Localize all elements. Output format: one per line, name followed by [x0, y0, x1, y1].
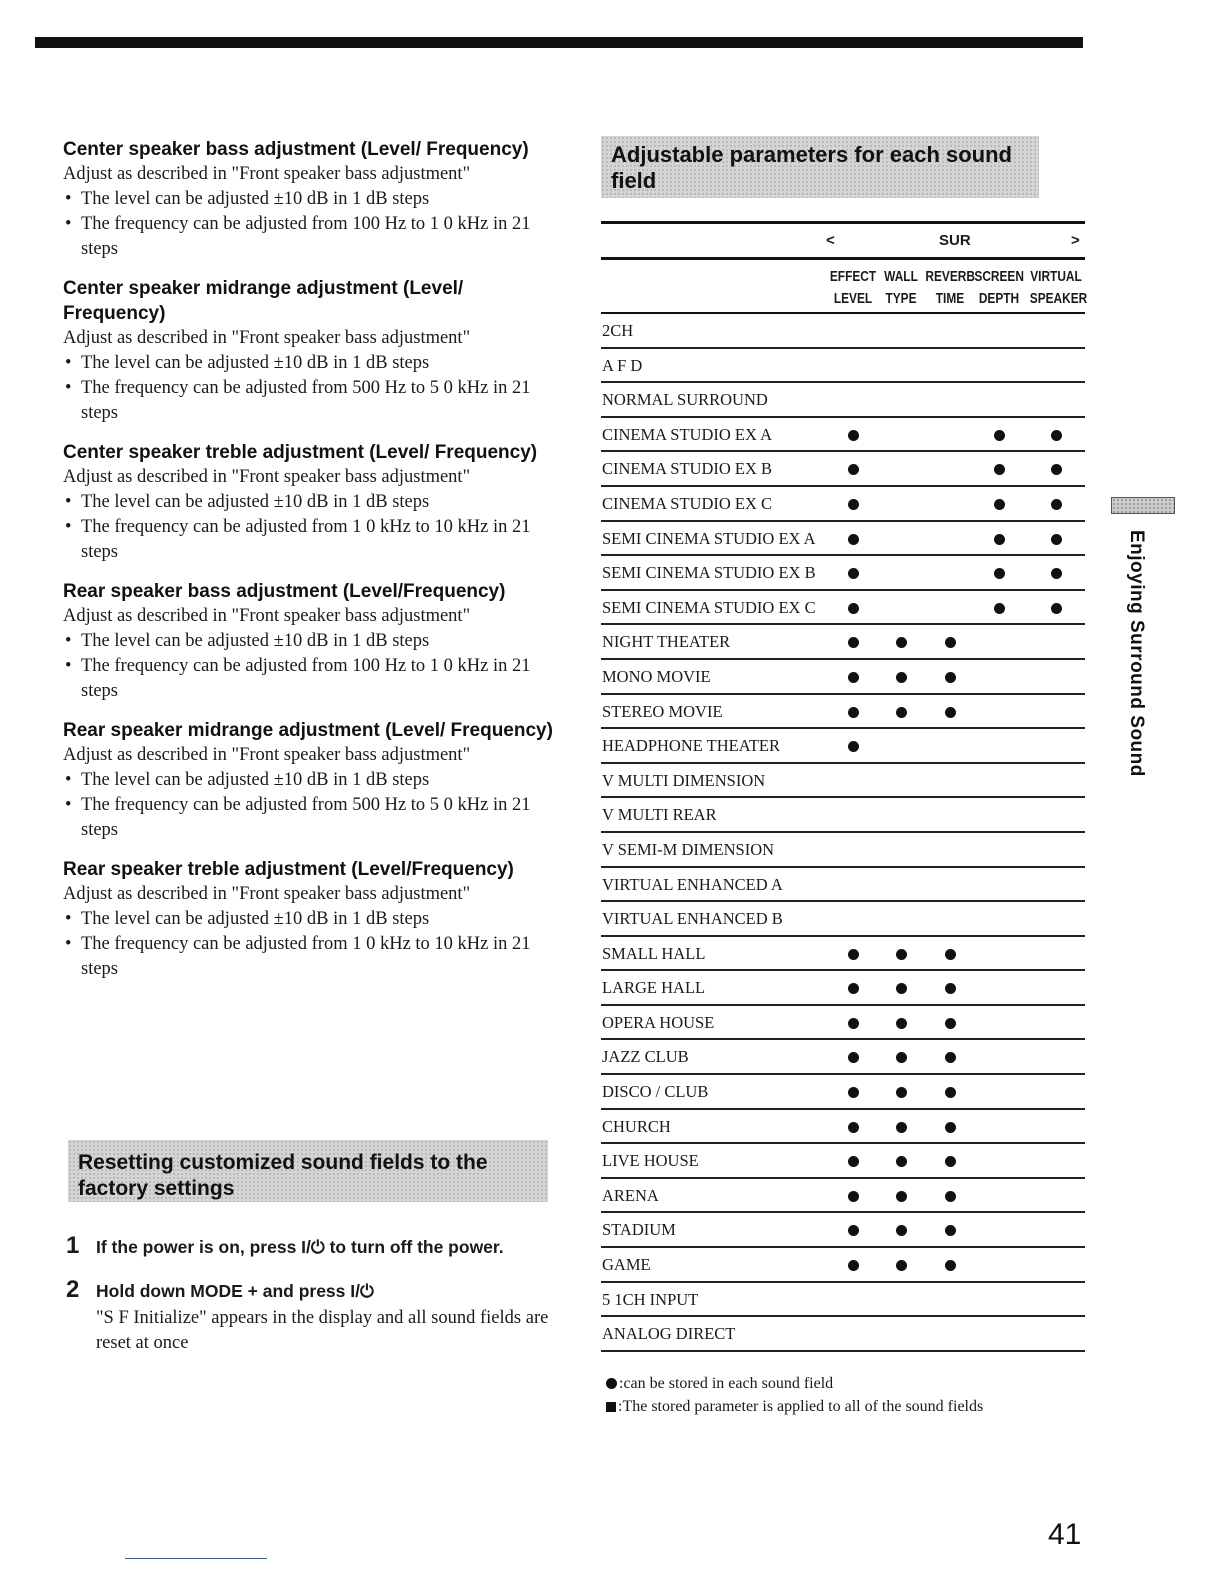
sound-field-name: CHURCH: [602, 1116, 671, 1136]
parameter-table: [601, 221, 1088, 1352]
parameter-dot-icon: [1051, 603, 1062, 614]
legend-dot-item: [606, 1372, 983, 1395]
table-row: [601, 1248, 1085, 1283]
parameter-dot-icon: [896, 1225, 907, 1236]
sound-field-name: V SEMI-M DIMENSION: [602, 839, 775, 859]
sound-field-name: HEADPHONE THEATER: [602, 736, 780, 756]
table-row: [601, 1040, 1085, 1075]
parameter-dot-icon: [1051, 499, 1062, 510]
table-row: [601, 660, 1085, 695]
parameter-dot-icon: [848, 499, 859, 510]
parameter-dot-icon: [848, 464, 859, 475]
section-heading: Center speaker midrange adjustment (Level/ Frequency): [63, 278, 464, 324]
reset-steps: [66, 1232, 556, 1370]
sound-field-name: ANALOG DIRECT: [602, 1324, 736, 1344]
parameter-dot-icon: [896, 1260, 907, 1271]
bullet-item: • The frequency can be adjusted from 1 0 kHz to 10 kHz in 21 steps: [63, 932, 563, 982]
parameter-dot-icon: [848, 430, 859, 441]
parameter-dot-icon: [994, 534, 1005, 545]
parameter-dot-icon: [848, 1087, 859, 1098]
column-header-line2: LEVEL: [833, 291, 873, 307]
parameter-dot-icon: [994, 603, 1005, 614]
parameter-dot-icon: [848, 1122, 859, 1133]
adjustment-section: [63, 718, 563, 843]
parameter-dot-icon: [848, 1191, 859, 1202]
parameter-dot-icon: [994, 430, 1005, 441]
parameter-dot-icon: [945, 949, 956, 960]
sound-field-name: CINEMA STUDIO EX A: [602, 424, 773, 444]
table-row: [601, 868, 1085, 903]
parameter-dot-icon: [994, 568, 1005, 579]
parameter-dot-icon: [896, 983, 907, 994]
table-row: [601, 1006, 1085, 1041]
parameter-dot-icon: [1051, 568, 1062, 579]
bullet-item: • The frequency can be adjusted from 1 0 kHz to 10 kHz in 21 steps: [63, 515, 563, 565]
bullet-item: • The frequency can be adjusted from 500 Hz to 5 0 kHz in 21 steps: [63, 793, 563, 843]
sound-field-name: NORMAL SURROUND: [602, 390, 768, 410]
legend-square-text: :The stored parameter is applied to all of the sound fields: [618, 1398, 984, 1415]
table-row: [601, 314, 1085, 349]
table-row: [601, 349, 1085, 384]
column-header: [974, 266, 1023, 310]
column-header-line2: SPEAKER: [1029, 291, 1088, 307]
column-header-line1: EFFECT: [829, 269, 877, 285]
parameter-dot-icon: [896, 1122, 907, 1133]
section-text: Adjust as described in "Front speaker bass adjustment": [63, 467, 471, 487]
sound-field-name: STADIUM: [602, 1220, 676, 1240]
parameter-dot-icon: [848, 1018, 859, 1029]
parameter-dot-icon: [896, 1018, 907, 1029]
table-row: [601, 487, 1085, 522]
legend-square-item: [606, 1395, 983, 1418]
sound-field-name: DISCO / CLUB: [602, 1082, 709, 1102]
adjustment-section: [63, 857, 563, 982]
bullet-item: • The frequency can be adjusted from 100 Hz to 1 0 kHz in 21 steps: [63, 212, 563, 262]
column-header-line1: SCREEN: [974, 269, 1024, 285]
parameter-dot-icon: [848, 1225, 859, 1236]
parameter-dot-icon: [1051, 430, 1062, 441]
reset-section-banner: Resetting customized sound fields to the factory settings: [68, 1140, 548, 1202]
bullet-item: • The level can be adjusted ±10 dB in 1 dB steps: [63, 768, 563, 793]
sur-right-arrow: >: [1071, 232, 1080, 249]
sound-field-name: V MULTI DIMENSION: [602, 770, 766, 790]
parameter-dot-icon: [896, 672, 907, 683]
bullet-list: [63, 907, 563, 982]
table-body: [601, 314, 1085, 1352]
sound-field-name: SMALL HALL: [602, 943, 706, 963]
parameter-dot-icon: [1051, 534, 1062, 545]
left-column: [63, 137, 563, 996]
section-heading: Rear speaker midrange adjustment (Level/ Frequency): [63, 720, 553, 741]
column-header-line1: REVERB: [925, 269, 975, 285]
table-row: [601, 418, 1085, 453]
column-headers: [601, 260, 1088, 314]
parameter-dot-icon: [848, 983, 859, 994]
sound-field-name: SEMI CINEMA STUDIO EX A: [602, 528, 816, 548]
section-text: Adjust as described in "Front speaker bass adjustment": [63, 328, 471, 348]
table-row: [601, 798, 1085, 833]
table-row: [601, 971, 1085, 1006]
sound-field-name: LIVE HOUSE: [602, 1151, 699, 1171]
parameter-dot-icon: [945, 1018, 956, 1029]
table-row: [601, 729, 1085, 764]
parameter-dot-icon: [994, 464, 1005, 475]
sound-field-name: JAZZ CLUB: [602, 1047, 689, 1067]
column-header: [828, 266, 877, 310]
section-text: Adjust as described in "Front speaker bass adjustment": [63, 164, 471, 184]
parameter-dot-icon: [896, 637, 907, 648]
table-row: [601, 1283, 1085, 1318]
table-row: [601, 591, 1085, 626]
parameter-dot-icon: [994, 499, 1005, 510]
step-number: 1: [66, 1232, 80, 1259]
sound-field-name: 2CH: [602, 321, 634, 340]
section-heading: Rear speaker bass adjustment (Level/Frequency): [63, 581, 506, 602]
sound-field-name: VIRTUAL ENHANCED B: [602, 909, 783, 929]
parameter-dot-icon: [848, 1052, 859, 1063]
table-row: [601, 625, 1085, 660]
parameter-dot-icon: [945, 637, 956, 648]
sound-field-name: CINEMA STUDIO EX C: [602, 493, 773, 513]
sound-field-name: SEMI CINEMA STUDIO EX B: [602, 563, 816, 583]
parameter-dot-icon: [896, 707, 907, 718]
sound-field-name: NIGHT THEATER: [602, 632, 731, 652]
sound-field-name: 5 1CH INPUT: [602, 1289, 699, 1309]
table-row: [601, 522, 1085, 557]
bullet-list: [63, 351, 563, 426]
parameter-dot-icon: [848, 949, 859, 960]
dot-symbol-icon: [606, 1378, 617, 1389]
sound-field-name: A F D: [602, 355, 643, 375]
parameter-dot-icon: [945, 1087, 956, 1098]
table-row: [601, 1110, 1085, 1145]
parameter-dot-icon: [945, 983, 956, 994]
step-title: If the power is on, press I/⏻ to turn off the power.: [96, 1237, 504, 1257]
table-row: [601, 452, 1085, 487]
section-text: Adjust as described in "Front speaker bass adjustment": [63, 884, 471, 904]
table-row: [601, 383, 1085, 418]
parameter-dot-icon: [896, 949, 907, 960]
bullet-list: [63, 629, 563, 704]
section-heading: Center speaker treble adjustment (Level/ Frequency): [63, 442, 538, 463]
column-header-line2: TYPE: [885, 291, 917, 307]
parameter-dot-icon: [945, 1156, 956, 1167]
sound-field-name: VIRTUAL ENHANCED A: [602, 874, 783, 894]
sound-field-name: V MULTI REAR: [602, 805, 717, 825]
table-row: [601, 833, 1085, 868]
sound-field-name: STEREO MOVIE: [602, 701, 723, 721]
section-heading: Center speaker bass adjustment (Level/ Frequency): [63, 139, 529, 160]
step-number: 2: [66, 1276, 80, 1303]
sur-left-arrow: <: [826, 232, 835, 249]
bullet-item: • The level can be adjusted ±10 dB in 1 dB steps: [63, 187, 563, 212]
parameter-dot-icon: [896, 1191, 907, 1202]
parameter-dot-icon: [945, 1122, 956, 1133]
table-row: [601, 1075, 1085, 1110]
column-header-line2: TIME: [935, 291, 965, 307]
bullet-item: • The level can be adjusted ±10 dB in 1 dB steps: [63, 490, 563, 515]
sur-header: [601, 224, 1085, 257]
bullet-item: • The frequency can be adjusted from 500 Hz to 5 0 kHz in 21 steps: [63, 376, 563, 426]
sound-field-name: OPERA HOUSE: [602, 1012, 715, 1032]
sur-label: SUR: [939, 232, 971, 249]
bullet-item: • The level can be adjusted ±10 dB in 1 dB steps: [63, 629, 563, 654]
parameter-dot-icon: [945, 707, 956, 718]
bullet-list: [63, 187, 563, 262]
page-number: 41: [1048, 1518, 1082, 1551]
step-item: [66, 1276, 556, 1356]
parameter-dot-icon: [896, 1156, 907, 1167]
parameter-dot-icon: [848, 741, 859, 752]
step-item: [66, 1232, 556, 1262]
table-row: [601, 1213, 1085, 1248]
parameter-dot-icon: [848, 534, 859, 545]
side-tab-marker: [1111, 497, 1175, 514]
parameter-dot-icon: [848, 1156, 859, 1167]
sound-field-name: CINEMA STUDIO EX B: [602, 459, 773, 479]
section-heading: Rear speaker treble adjustment (Level/Frequency): [63, 859, 514, 880]
parameter-dot-icon: [848, 672, 859, 683]
bullet-list: [63, 490, 563, 565]
adjustment-section: [63, 440, 563, 565]
bullet-list: [63, 768, 563, 843]
table-row: [601, 1179, 1085, 1214]
parameter-dot-icon: [848, 568, 859, 579]
section-text: Adjust as described in "Front speaker bass adjustment": [63, 606, 471, 626]
parameter-dot-icon: [896, 1052, 907, 1063]
bottom-line: [125, 1558, 267, 1559]
column-header-line1: WALL: [884, 269, 918, 285]
table-row: [601, 695, 1085, 730]
parameter-dot-icon: [848, 1260, 859, 1271]
column-header-line1: VIRTUAL: [1030, 269, 1082, 285]
column-header: [1029, 266, 1088, 310]
table-row: [601, 902, 1085, 937]
sound-field-name: GAME: [602, 1255, 651, 1275]
legend-dot-text: :can be stored in each sound field: [619, 1375, 834, 1392]
sound-field-name: ARENA: [602, 1185, 659, 1205]
section-text: Adjust as described in "Front speaker bass adjustment": [63, 745, 471, 765]
column-header-line2: DEPTH: [978, 291, 1020, 307]
table-row: [601, 1144, 1085, 1179]
parameter-dot-icon: [945, 1225, 956, 1236]
step-title: Hold down MODE + and press I/⏻: [96, 1281, 374, 1301]
table-row: [601, 556, 1085, 591]
top-rule: [35, 37, 1083, 48]
parameter-dot-icon: [848, 707, 859, 718]
parameter-dot-icon: [848, 637, 859, 648]
sound-field-name: LARGE HALL: [602, 978, 706, 998]
bullet-item: • The frequency can be adjusted from 100 Hz to 1 0 kHz in 21 steps: [63, 654, 563, 704]
adjustment-section: [63, 579, 563, 704]
column-header: [925, 266, 974, 310]
parameter-dot-icon: [848, 603, 859, 614]
step-body: [96, 1232, 556, 1262]
bullet-item: • The level can be adjusted ±10 dB in 1 dB steps: [63, 907, 563, 932]
step-body: [96, 1276, 556, 1356]
table-row: [601, 764, 1085, 799]
square-symbol-icon: [606, 1402, 616, 1412]
parameter-dot-icon: [945, 1191, 956, 1202]
sound-field-name: MONO MOVIE: [602, 666, 711, 686]
parameter-dot-icon: [945, 1052, 956, 1063]
column-header: [883, 266, 919, 310]
parameter-dot-icon: [945, 672, 956, 683]
adjustment-section: [63, 276, 563, 426]
parameter-dot-icon: [945, 1260, 956, 1271]
table-row: [601, 937, 1085, 972]
parameter-dot-icon: [896, 1087, 907, 1098]
step-description: "S F Initialize" appears in the display and all sound fields are reset at once: [96, 1308, 549, 1353]
parameter-dot-icon: [1051, 464, 1062, 475]
side-chapter-label: Enjoying Surround Sound: [1126, 530, 1147, 777]
legend: [606, 1372, 983, 1418]
sound-field-name: SEMI CINEMA STUDIO EX C: [602, 597, 816, 617]
parameters-section-banner: Adjustable parameters for each sound field: [601, 136, 1039, 198]
table-row: [601, 1317, 1085, 1352]
bullet-item: • The level can be adjusted ±10 dB in 1 dB steps: [63, 351, 563, 376]
adjustment-section: [63, 137, 563, 262]
